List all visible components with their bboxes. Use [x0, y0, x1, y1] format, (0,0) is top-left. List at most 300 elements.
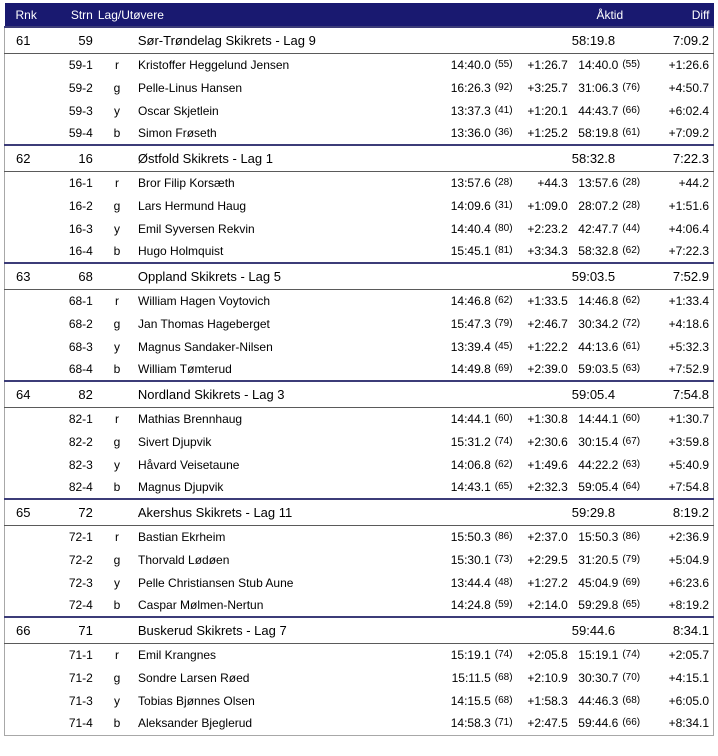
leg-rank-spacer	[5, 407, 49, 430]
team-total-time: 59:44.6	[434, 617, 642, 643]
leg-time-cell	[434, 476, 514, 499]
leg-time: 14:24.8	[450, 598, 491, 612]
leg-rank-spacer	[5, 171, 49, 194]
header-rank: Rnk	[15, 7, 37, 22]
leg-time-rank: (69)	[494, 363, 513, 374]
leg-diff: +1:27.2	[527, 575, 568, 590]
leg-time-cell	[434, 76, 514, 99]
cumulative-time-cell	[570, 571, 642, 594]
header-diff: Diff	[691, 7, 710, 22]
leg-rank-spacer	[5, 689, 49, 712]
leg-time-rank: (60)	[494, 412, 513, 424]
leg-diff: +2:29.5	[527, 552, 568, 567]
leg-number: 82-4	[68, 480, 93, 494]
leg-time-cell	[434, 240, 514, 263]
leg-color-code: y	[113, 103, 120, 118]
cumulative-time: 58:32.8	[578, 244, 619, 258]
cumulative-time: 14:46.8	[578, 293, 619, 308]
leg-color-code: b	[113, 126, 121, 140]
leg-time-rank: (59)	[494, 599, 513, 610]
leg-row	[5, 217, 714, 240]
leg-diff: +3:25.7	[527, 80, 568, 95]
cumulative-time-cell	[570, 53, 642, 76]
leg-color-code: b	[113, 716, 121, 731]
leg-time-cell	[434, 643, 514, 666]
team-section	[5, 263, 714, 381]
leg-time-cell	[434, 453, 514, 476]
athlete-name: William Hagen Voytovich	[138, 293, 271, 308]
cumulative-rank: (68)	[622, 694, 641, 706]
leg-diff: +1:33.5	[527, 293, 568, 308]
athlete-name: Aleksander Bjeglerud	[138, 716, 253, 731]
leg-time: 13:37.3	[450, 103, 491, 118]
team-rank: 63	[5, 263, 49, 289]
team-section	[5, 27, 714, 145]
team-row	[5, 617, 714, 643]
team-total-time: 58:32.8	[434, 145, 642, 171]
total-diff: +44.2	[678, 175, 709, 190]
team-startnum: 59	[49, 27, 97, 53]
athlete-name: Hugo Holmquist	[138, 244, 224, 258]
leg-time-rank: (86)	[494, 530, 513, 542]
leg-number: 82-1	[68, 411, 93, 426]
leg-time-rank: (74)	[494, 435, 513, 447]
athlete-name: Sivert Djupvik	[138, 434, 212, 449]
team-startnum: 68	[49, 263, 97, 289]
leg-color-code: g	[113, 316, 121, 331]
leg-row	[5, 571, 714, 594]
leg-color-code: r	[114, 57, 119, 72]
leg-color-code: b	[113, 244, 121, 258]
leg-time-rank: (74)	[494, 648, 513, 660]
cumulative-time-cell	[570, 240, 642, 263]
leg-color-code: r	[114, 293, 119, 308]
leg-time: 13:36.0	[450, 126, 491, 140]
leg-color-code: g	[113, 434, 121, 449]
leg-color-code: r	[114, 411, 119, 426]
cumulative-time-cell	[570, 122, 642, 145]
leg-number: 71-2	[68, 670, 93, 685]
leg-row	[5, 476, 714, 499]
team-startnum: 72	[49, 499, 97, 525]
leg-time-rank: (65)	[494, 481, 513, 492]
team-diff: 8:19.2	[642, 499, 713, 525]
team-total-time: 58:19.8	[434, 27, 642, 53]
cumulative-time: 31:20.5	[578, 552, 619, 567]
athlete-name: Emil Syversen Rekvin	[138, 221, 255, 236]
leg-number: 72-1	[68, 529, 93, 544]
leg-rank-spacer	[5, 217, 49, 240]
leg-color-code: y	[113, 221, 120, 236]
leg-time: 14:06.8	[450, 457, 491, 472]
total-diff: +6:05.0	[668, 693, 709, 708]
team-name: Østfold Skikrets - Lag 1	[97, 145, 434, 171]
leg-time-rank: (73)	[494, 553, 513, 565]
cumulative-rank: (66)	[622, 104, 641, 116]
leg-row	[5, 430, 714, 453]
leg-color-code: g	[113, 670, 121, 685]
leg-number: 68-4	[68, 362, 93, 376]
leg-time-cell	[434, 712, 514, 735]
leg-number: 16-4	[68, 244, 93, 258]
leg-number: 68-1	[68, 293, 93, 308]
leg-diff: +2:30.6	[527, 434, 568, 449]
leg-time: 14:43.1	[450, 480, 491, 494]
leg-rank-spacer	[5, 548, 49, 571]
leg-time-cell	[434, 335, 514, 358]
leg-row	[5, 548, 714, 571]
cumulative-time-cell	[570, 594, 642, 617]
leg-time: 15:47.3	[450, 316, 491, 331]
cumulative-time-cell	[570, 194, 642, 217]
leg-time: 16:26.3	[450, 80, 491, 95]
leg-color-code: r	[114, 647, 119, 662]
leg-time: 14:09.6	[450, 198, 491, 213]
leg-color-code: g	[113, 198, 121, 213]
cumulative-time: 30:30.7	[578, 670, 619, 685]
leg-time-cell	[434, 594, 514, 617]
leg-diff: +2:47.5	[527, 716, 568, 731]
leg-time: 15:30.1	[450, 552, 491, 567]
team-row	[5, 27, 714, 53]
leg-row	[5, 453, 714, 476]
leg-diff: +2:39.0	[527, 362, 568, 376]
cumulative-time-cell	[570, 289, 642, 312]
leg-time-cell	[434, 289, 514, 312]
leg-time-rank: (28)	[494, 176, 513, 188]
header-row	[5, 3, 714, 27]
leg-row	[5, 525, 714, 548]
leg-time-cell	[434, 525, 514, 548]
cumulative-time-cell	[570, 453, 642, 476]
cumulative-rank: (86)	[622, 530, 641, 542]
leg-rank-spacer	[5, 99, 49, 122]
cumulative-time: 28:07.2	[578, 198, 619, 213]
leg-time-rank: (31)	[494, 199, 513, 211]
leg-row	[5, 358, 714, 381]
leg-time-rank: (45)	[494, 340, 513, 352]
leg-rank-spacer	[5, 122, 49, 145]
athlete-name: Magnus Sandaker-Nilsen	[138, 339, 273, 354]
cumulative-rank: (60)	[622, 412, 641, 424]
leg-rank-spacer	[5, 525, 49, 548]
cumulative-rank: (55)	[622, 58, 641, 70]
leg-time-rank: (79)	[494, 317, 513, 329]
leg-time-rank: (81)	[494, 245, 513, 256]
cumulative-time: 14:44.1	[578, 411, 619, 426]
leg-diff: +1:49.6	[527, 457, 568, 472]
leg-rank-spacer	[5, 453, 49, 476]
leg-diff: +1:26.7	[527, 57, 568, 72]
leg-row	[5, 594, 714, 617]
leg-color-code: b	[113, 598, 121, 612]
leg-time-cell	[434, 571, 514, 594]
cumulative-time: 58:19.8	[578, 126, 619, 140]
leg-number: 71-1	[68, 647, 93, 662]
cumulative-time-cell	[570, 712, 642, 735]
leg-number: 71-4	[68, 716, 93, 731]
leg-rank-spacer	[5, 594, 49, 617]
leg-time-rank: (55)	[494, 58, 513, 70]
total-diff: +5:32.3	[668, 339, 709, 354]
athlete-name: Simon Frøseth	[138, 126, 217, 140]
cumulative-time-cell	[570, 217, 642, 240]
total-diff: +5:40.9	[668, 457, 709, 472]
leg-rank-spacer	[5, 335, 49, 358]
team-diff: 8:34.1	[642, 617, 713, 643]
athlete-name: William Tømterud	[138, 362, 232, 376]
total-diff: +4:50.7	[668, 80, 709, 95]
leg-row	[5, 289, 714, 312]
team-row	[5, 145, 714, 171]
leg-time: 14:49.8	[450, 362, 491, 376]
cumulative-time: 44:46.3	[578, 693, 619, 708]
leg-rank-spacer	[5, 76, 49, 99]
cumulative-rank: (74)	[622, 648, 641, 660]
cumulative-time: 44:13.6	[578, 339, 619, 354]
team-name: Nordland Skikrets - Lag 3	[97, 381, 434, 407]
cumulative-time: 31:06.3	[578, 80, 619, 95]
athlete-name: Mathias Brennhaug	[138, 411, 243, 426]
leg-row	[5, 312, 714, 335]
leg-number: 59-3	[68, 103, 93, 118]
team-startnum: 71	[49, 617, 97, 643]
team-name: Sør-Trøndelag Skikrets - Lag 9	[97, 27, 434, 53]
leg-number: 72-3	[68, 575, 93, 590]
team-section	[5, 499, 714, 617]
cumulative-time-cell	[570, 312, 642, 335]
leg-time-cell	[434, 122, 514, 145]
athlete-name: Pelle Christiansen Stub Aune	[138, 575, 294, 590]
leg-row	[5, 407, 714, 430]
leg-time: 13:57.6	[450, 175, 491, 190]
athlete-name: Lars Hermund Haug	[138, 198, 247, 213]
leg-time: 14:40.0	[450, 57, 491, 72]
leg-time: 15:45.1	[450, 244, 491, 258]
leg-time-rank: (68)	[494, 671, 513, 683]
team-name: Akershus Skikrets - Lag 11	[97, 499, 434, 525]
leg-color-code: r	[114, 175, 119, 190]
cumulative-time: 15:19.1	[578, 647, 619, 662]
leg-rank-spacer	[5, 476, 49, 499]
cumulative-rank: (65)	[622, 599, 641, 610]
team-rank: 64	[5, 381, 49, 407]
leg-time: 13:44.4	[450, 575, 491, 590]
leg-rank-spacer	[5, 643, 49, 666]
leg-diff: +2:10.9	[527, 670, 568, 685]
athlete-name: Sondre Larsen Røed	[138, 670, 250, 685]
athlete-name: Håvard Veisetaune	[138, 457, 240, 472]
team-section	[5, 145, 714, 263]
cumulative-time: 45:04.9	[578, 575, 619, 590]
leg-row	[5, 76, 714, 99]
leg-number: 59-1	[68, 57, 93, 72]
leg-diff: +1:22.2	[527, 339, 568, 354]
cumulative-time: 30:15.4	[578, 434, 619, 449]
leg-time-cell	[434, 430, 514, 453]
team-rank: 65	[5, 499, 49, 525]
leg-row	[5, 122, 714, 145]
leg-time-rank: (62)	[494, 294, 513, 306]
cumulative-rank: (62)	[622, 294, 641, 306]
team-diff: 7:22.3	[642, 145, 713, 171]
team-diff: 7:09.2	[642, 27, 713, 53]
cumulative-time-cell	[570, 430, 642, 453]
leg-number: 72-4	[68, 598, 93, 612]
leg-time: 14:40.4	[450, 221, 491, 236]
athlete-name: Emil Krangnes	[138, 647, 217, 662]
cumulative-time-cell	[570, 171, 642, 194]
team-rank: 61	[5, 27, 49, 53]
athlete-name: Magnus Djupvik	[138, 480, 224, 494]
cumulative-time: 15:50.3	[578, 529, 619, 544]
leg-time-rank: (71)	[494, 717, 513, 729]
leg-diff: +44.3	[537, 175, 568, 190]
cumulative-time: 13:57.6	[578, 175, 619, 190]
total-diff: +4:06.4	[668, 221, 709, 236]
cumulative-time-cell	[570, 99, 642, 122]
leg-time: 15:19.1	[450, 647, 491, 662]
leg-rank-spacer	[5, 358, 49, 381]
leg-time-rank: (80)	[494, 222, 513, 234]
team-rank: 62	[5, 145, 49, 171]
results-page	[4, 3, 714, 736]
leg-color-code: y	[113, 457, 120, 472]
team-total-time: 59:05.4	[434, 381, 642, 407]
cumulative-time-cell	[570, 689, 642, 712]
leg-number: 82-2	[68, 434, 93, 449]
team-row	[5, 263, 714, 289]
total-diff: +6:23.6	[668, 575, 709, 590]
leg-time-cell	[434, 171, 514, 194]
cumulative-rank: (28)	[622, 176, 641, 188]
leg-rank-spacer	[5, 571, 49, 594]
leg-color-code: y	[113, 339, 120, 354]
leg-time: 14:44.1	[450, 411, 491, 426]
cumulative-time-cell	[570, 666, 642, 689]
cumulative-time: 42:47.7	[578, 221, 619, 236]
cumulative-rank: (72)	[622, 317, 641, 329]
leg-time-cell	[434, 53, 514, 76]
athlete-name: Tobias Bjønnes Olsen	[138, 693, 255, 708]
leg-row	[5, 643, 714, 666]
cumulative-time-cell	[570, 76, 642, 99]
leg-row	[5, 53, 714, 76]
header-strn: Strn	[70, 7, 93, 22]
leg-time-cell	[434, 689, 514, 712]
leg-number: 68-3	[68, 339, 93, 354]
leg-diff: +2:05.8	[527, 647, 568, 662]
cumulative-time: 59:29.8	[578, 598, 619, 612]
leg-time-rank: (48)	[494, 576, 513, 588]
leg-time: 15:31.2	[450, 434, 491, 449]
total-diff: +3:59.8	[668, 434, 709, 449]
team-row	[5, 499, 714, 525]
leg-number: 68-2	[68, 316, 93, 331]
leg-time: 15:50.3	[450, 529, 491, 544]
team-total-time: 59:29.8	[434, 499, 642, 525]
total-diff: +1:26.6	[668, 57, 709, 72]
team-startnum: 82	[49, 381, 97, 407]
leg-number: 16-1	[68, 175, 93, 190]
cumulative-rank: (76)	[622, 81, 641, 93]
leg-time-cell	[434, 407, 514, 430]
leg-diff: +2:46.7	[527, 316, 568, 331]
team-section	[5, 381, 714, 499]
team-name: Buskerud Skikrets - Lag 7	[97, 617, 434, 643]
leg-diff: +1:58.3	[527, 693, 568, 708]
total-diff: +8:34.1	[668, 716, 709, 731]
cumulative-time: 59:44.6	[578, 716, 619, 731]
leg-time: 13:39.4	[450, 339, 491, 354]
cumulative-rank: (62)	[622, 245, 641, 256]
total-diff: +1:30.7	[668, 411, 709, 426]
leg-color-code: r	[114, 529, 119, 544]
leg-color-code: b	[113, 362, 121, 376]
leg-color-code: y	[113, 693, 120, 708]
leg-row	[5, 689, 714, 712]
leg-time-rank: (62)	[494, 458, 513, 470]
athlete-name: Caspar Mølmen-Nertun	[138, 598, 264, 612]
leg-time-cell	[434, 666, 514, 689]
cumulative-rank: (44)	[622, 222, 641, 234]
team-rank: 66	[5, 617, 49, 643]
leg-time: 15:11.5	[451, 670, 491, 685]
leg-number: 59-2	[68, 80, 93, 95]
total-diff: +7:09.2	[668, 126, 709, 140]
team-total-time: 59:03.5	[434, 263, 642, 289]
cumulative-time-cell	[570, 407, 642, 430]
table-header	[5, 3, 714, 27]
cumulative-time: 44:43.7	[578, 103, 619, 118]
total-diff: +7:54.8	[668, 480, 709, 494]
team-section	[5, 617, 714, 735]
cumulative-time-cell	[570, 548, 642, 571]
total-diff: +1:51.6	[668, 198, 709, 213]
total-diff: +1:33.4	[668, 293, 709, 308]
total-diff: +6:02.4	[668, 103, 709, 118]
athlete-name: Bastian Ekrheim	[138, 529, 226, 544]
leg-time-cell	[434, 217, 514, 240]
leg-time-rank: (36)	[494, 127, 513, 138]
leg-rank-spacer	[5, 194, 49, 217]
athlete-name: Bror Filip Korsæth	[138, 175, 235, 190]
cumulative-rank: (28)	[622, 199, 641, 211]
cumulative-rank: (69)	[622, 576, 641, 588]
leg-row	[5, 171, 714, 194]
leg-number: 72-2	[68, 552, 93, 567]
leg-row	[5, 240, 714, 263]
leg-diff: +2:32.3	[527, 480, 568, 494]
team-diff: 7:52.9	[642, 263, 713, 289]
leg-number: 16-2	[68, 198, 93, 213]
leg-time: 14:46.8	[450, 293, 491, 308]
leg-rank-spacer	[5, 289, 49, 312]
athlete-name: Thorvald Lødøen	[138, 552, 230, 567]
total-diff: +4:15.1	[668, 670, 709, 685]
leg-row	[5, 335, 714, 358]
total-diff: +7:52.9	[668, 362, 709, 376]
cumulative-time-cell	[570, 335, 642, 358]
total-diff: +7:22.3	[668, 244, 709, 258]
leg-row	[5, 99, 714, 122]
leg-diff: +1:09.0	[527, 198, 568, 213]
leg-row	[5, 194, 714, 217]
leg-number: 82-3	[68, 457, 93, 472]
total-diff: +4:18.6	[668, 316, 709, 331]
cumulative-time: 44:22.2	[578, 457, 619, 472]
cumulative-rank: (63)	[622, 458, 641, 470]
